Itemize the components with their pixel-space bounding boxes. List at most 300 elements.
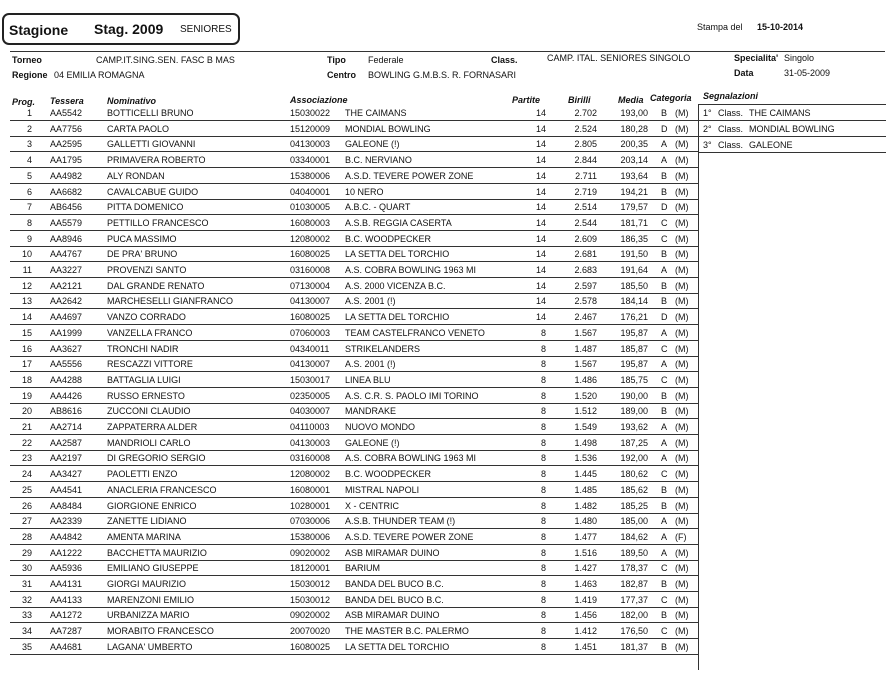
row-birilli: 1.549 <box>574 422 597 432</box>
row-media: 189,50 <box>620 547 648 558</box>
row-media: 200,35 <box>620 139 648 150</box>
row-codice-associazione: 15380006 <box>290 170 331 181</box>
row-codice-associazione: 09020002 <box>290 547 331 558</box>
centro-value: BOWLING G.M.B.S. R. FORNASARI <box>368 70 517 80</box>
specialita-value: Singolo <box>784 53 815 63</box>
row-prog: 31 <box>21 579 32 589</box>
stagione-label: Stagione <box>9 22 69 38</box>
row-associazione: TEAM CASTELFRANCO VENETO <box>345 327 485 338</box>
row-categoria: A <box>661 155 668 166</box>
row-birilli: 1.567 <box>574 359 597 370</box>
row-codice-associazione: 04340011 <box>290 343 330 354</box>
stagione-value: Stag. 2009 <box>94 21 164 37</box>
row-divider <box>10 293 698 294</box>
row-sesso: (M) <box>675 202 689 213</box>
row-divider <box>10 575 698 576</box>
row-media: 182,87 <box>620 579 648 589</box>
row-categoria: D <box>661 312 668 323</box>
segnalazione-3-pos: 3° <box>703 140 712 150</box>
row-media: 190,00 <box>620 390 648 401</box>
row-categoria: B <box>661 641 668 652</box>
row-birilli: 1.487 <box>574 343 597 354</box>
row-divider <box>10 340 698 341</box>
row-media: 189,00 <box>620 406 648 417</box>
row-tessera: AA4541 <box>50 484 83 495</box>
print-label: Stampa del <box>697 22 743 32</box>
row-birilli: 1.512 <box>574 406 597 417</box>
row-media: 195,87 <box>620 359 648 370</box>
row-tessera: AA2197 <box>50 453 83 464</box>
row-tessera: AA5542 <box>50 108 83 118</box>
row-categoria: D <box>661 123 668 134</box>
row-prog: 34 <box>21 626 32 637</box>
row-nominativo: ZAPPATERRA ALDER <box>107 422 198 432</box>
row-media: 185,25 <box>620 500 648 511</box>
row-associazione: BANDA DEL BUCO B.C. <box>345 579 444 589</box>
segnalazione-3-label: Class. <box>718 140 744 150</box>
row-sesso: (M) <box>675 296 689 307</box>
row-sesso: (M) <box>675 500 689 511</box>
row-sesso: (M) <box>675 594 689 605</box>
row-divider <box>10 497 698 498</box>
row-media: 185,00 <box>620 516 648 527</box>
row-codice-associazione: 16080025 <box>290 641 331 652</box>
row-nominativo: RUSSO ERNESTO <box>107 390 185 401</box>
row-categoria: C <box>661 469 668 480</box>
row-sesso: (M) <box>675 139 689 150</box>
row-birilli: 2.544 <box>574 217 597 228</box>
row-media: 180,62 <box>620 469 648 480</box>
row-prog: 32 <box>21 594 32 605</box>
row-associazione: LA SETTA DEL TORCHIO <box>345 249 450 260</box>
row-nominativo: DE PRA' BRUNO <box>107 249 178 260</box>
row-partite: 8 <box>540 531 546 542</box>
row-associazione: A.S.B. REGGIA CASERTA <box>345 217 452 228</box>
row-nominativo: BACCHETTA MAURIZIO <box>107 547 207 558</box>
row-codice-associazione: 04110003 <box>290 422 330 432</box>
row-prog: 13 <box>21 296 32 307</box>
row-nominativo: LAGANA' UMBERTO <box>107 641 193 652</box>
row-categoria: B <box>661 296 668 307</box>
segnalazioni-rule-1 <box>698 120 886 121</box>
row-divider <box>10 120 698 121</box>
row-birilli: 1.482 <box>574 500 597 511</box>
row-birilli: 1.567 <box>574 327 597 338</box>
row-divider <box>10 246 698 247</box>
row-divider <box>10 434 698 435</box>
row-sesso: (M) <box>675 312 689 323</box>
row-associazione: A.S. 2000 VICENZA B.C. <box>345 280 446 291</box>
row-birilli: 1.516 <box>574 547 597 558</box>
row-birilli: 2.524 <box>574 123 597 134</box>
row-tessera: AA1795 <box>50 155 83 166</box>
col-partite: Partite <box>512 95 541 105</box>
row-codice-associazione: 20070020 <box>290 626 331 637</box>
row-prog: 10 <box>21 249 32 260</box>
row-associazione: BANDA DEL BUCO B.C. <box>345 594 444 605</box>
col-media: Media <box>618 95 644 105</box>
row-tessera: AA8484 <box>50 500 83 511</box>
row-tessera: AA4697 <box>50 312 83 323</box>
segnalazione-1-team: THE CAIMANS <box>749 108 811 118</box>
row-divider <box>10 308 698 309</box>
row-media: 185,50 <box>620 280 648 291</box>
row-sesso: (M) <box>675 453 689 464</box>
row-tessera: AA4767 <box>50 249 83 260</box>
row-categoria: D <box>661 202 668 213</box>
row-sesso: (M) <box>675 484 689 495</box>
row-sesso: (M) <box>675 563 689 574</box>
row-media: 180,28 <box>620 123 648 134</box>
row-tessera: AA2642 <box>50 296 83 307</box>
row-tessera: AA7287 <box>50 626 83 637</box>
row-nominativo: BOTTICELLI BRUNO <box>107 108 194 118</box>
row-codice-associazione: 15380006 <box>290 531 331 542</box>
row-codice-associazione: 02350005 <box>290 390 331 401</box>
row-sesso: (M) <box>675 437 689 448</box>
row-nominativo: ANACLERIA FRANCESCO <box>107 484 217 495</box>
row-tessera: AA8946 <box>50 233 83 244</box>
row-partite: 8 <box>540 327 546 338</box>
row-prog: 16 <box>21 343 32 354</box>
row-tessera: AA4842 <box>50 531 83 542</box>
row-prog: 24 <box>21 469 32 480</box>
row-partite: 8 <box>540 469 546 480</box>
row-media: 181,37 <box>620 641 648 652</box>
tipo-label: Tipo <box>327 55 346 65</box>
row-birilli: 1.477 <box>574 531 597 542</box>
row-media: 191,50 <box>620 249 648 260</box>
row-associazione: MISTRAL NAPOLI <box>345 484 420 495</box>
row-categoria: A <box>661 139 668 150</box>
row-nominativo: DAL GRANDE RENATO <box>107 280 205 291</box>
row-tessera: AA2714 <box>50 422 83 432</box>
row-associazione: A.B.C. - QUART <box>345 202 411 213</box>
row-sesso: (M) <box>675 233 689 244</box>
row-prog: 20 <box>21 406 32 417</box>
row-birilli: 1.456 <box>574 610 597 621</box>
row-prog: 4 <box>26 155 32 166</box>
row-nominativo: BATTAGLIA LUIGI <box>107 374 181 385</box>
row-prog: 21 <box>21 422 32 432</box>
row-partite: 8 <box>540 453 546 464</box>
row-sesso: (M) <box>675 249 689 260</box>
row-associazione: NUOVO MONDO <box>345 422 416 432</box>
row-birilli: 2.702 <box>574 108 597 118</box>
row-divider <box>10 528 698 529</box>
row-associazione: LINEA BLU <box>345 374 391 385</box>
row-media: 193,64 <box>620 170 648 181</box>
row-birilli: 1.485 <box>574 484 597 495</box>
row-codice-associazione: 04130007 <box>290 359 331 370</box>
row-prog: 18 <box>21 374 32 385</box>
row-categoria: B <box>661 170 668 181</box>
row-media: 186,35 <box>620 233 648 244</box>
row-sesso: (M) <box>675 108 689 118</box>
row-divider <box>10 230 698 231</box>
row-sesso: (M) <box>675 641 689 652</box>
row-sesso: (M) <box>675 155 689 166</box>
row-partite: 8 <box>540 359 546 370</box>
row-media: 194,21 <box>620 186 648 197</box>
row-birilli: 2.578 <box>574 296 597 307</box>
row-partite: 8 <box>540 579 546 589</box>
row-tessera: AA5579 <box>50 217 83 228</box>
row-associazione: 10 NERO <box>345 186 384 197</box>
row-nominativo: DI GREGORIO SERGIO <box>107 453 206 464</box>
row-prog: 27 <box>21 516 32 527</box>
segnalazione-3-team: GALEONE <box>749 140 793 150</box>
row-associazione: THE CAIMANS <box>345 108 407 118</box>
row-prog: 3 <box>26 139 32 150</box>
row-sesso: (M) <box>675 374 689 385</box>
row-partite: 8 <box>540 343 546 354</box>
row-associazione: ASB MIRAMAR DUINO <box>345 547 440 558</box>
row-prog: 26 <box>21 500 32 511</box>
row-birilli: 1.480 <box>574 516 597 527</box>
row-birilli: 1.427 <box>574 563 597 574</box>
col-prog: Prog. <box>12 97 36 107</box>
row-divider <box>10 622 698 623</box>
row-birilli: 2.844 <box>574 155 597 166</box>
row-categoria: A <box>661 422 668 432</box>
row-nominativo: MARENZONI EMILIO <box>107 594 195 605</box>
row-associazione: A.S. C.R. S. PAOLO IMI TORINO <box>345 390 479 401</box>
row-sesso: (M) <box>675 327 689 338</box>
row-associazione: THE MASTER B.C. PALERMO <box>345 626 469 637</box>
row-sesso: (M) <box>675 469 689 480</box>
row-media: 176,21 <box>620 312 648 323</box>
row-categoria: B <box>661 610 668 621</box>
row-media: 185,62 <box>620 484 648 495</box>
row-codice-associazione: 04130003 <box>290 139 331 150</box>
segnalazioni-left-rule <box>698 104 699 670</box>
row-birilli: 1.451 <box>574 641 597 652</box>
row-codice-associazione: 16080025 <box>290 249 331 260</box>
row-codice-associazione: 09020002 <box>290 610 331 621</box>
class-label: Class. <box>491 55 518 65</box>
row-sesso: (F) <box>675 531 687 542</box>
row-media: 193,00 <box>620 108 648 118</box>
category-label: SENIORES <box>180 24 232 35</box>
row-partite: 8 <box>540 406 546 417</box>
col-nominativo: Nominativo <box>107 96 157 106</box>
row-sesso: (M) <box>675 280 689 291</box>
row-sesso: (M) <box>675 422 689 432</box>
row-partite: 14 <box>535 139 546 150</box>
row-codice-associazione: 10280001 <box>290 500 331 511</box>
segnalazioni-rule-2 <box>698 136 886 137</box>
row-media: 187,25 <box>620 437 648 448</box>
row-associazione: MONDIAL BOWLING <box>345 123 431 134</box>
row-associazione: A.S.D. TEVERE POWER ZONE <box>345 531 474 542</box>
segnalazione-2-label: Class. <box>718 124 744 134</box>
row-sesso: (M) <box>675 406 689 417</box>
specialita-label: Specialita' <box>734 53 779 63</box>
row-partite: 8 <box>540 484 546 495</box>
row-media: 179,57 <box>620 202 648 213</box>
row-categoria: B <box>661 500 668 511</box>
row-codice-associazione: 15120009 <box>290 123 331 134</box>
row-tessera: AA4131 <box>50 579 83 589</box>
row-categoria: C <box>661 233 668 244</box>
row-categoria: C <box>661 217 668 228</box>
row-associazione: GALEONE (!) <box>345 437 400 448</box>
row-codice-associazione: 15030012 <box>290 579 331 589</box>
row-nominativo: VANZELLA FRANCO <box>107 327 193 338</box>
row-categoria: A <box>661 453 668 464</box>
row-birilli: 1.536 <box>574 453 597 464</box>
row-codice-associazione: 07030006 <box>290 516 331 527</box>
row-birilli: 1.412 <box>574 626 597 637</box>
row-categoria: C <box>661 374 668 385</box>
row-partite: 14 <box>535 265 546 275</box>
row-nominativo: MARCHESELLI GIANFRANCO <box>107 296 234 307</box>
row-associazione: A.S.B. THUNDER TEAM (!) <box>345 516 456 527</box>
col-birilli: Birilli <box>568 95 591 105</box>
row-codice-associazione: 03160008 <box>290 265 331 275</box>
row-associazione: STRIKELANDERS <box>345 343 421 354</box>
row-media: 178,37 <box>620 563 648 574</box>
row-categoria: A <box>661 359 668 370</box>
row-associazione: B.C. WOODPECKER <box>345 233 432 244</box>
col-categoria: Categoria <box>650 93 692 103</box>
row-divider <box>10 465 698 466</box>
row-prog: 25 <box>21 484 32 495</box>
row-tessera: AA4681 <box>50 641 83 652</box>
row-tessera: AA2595 <box>50 139 83 150</box>
row-codice-associazione: 16080025 <box>290 312 331 323</box>
row-divider <box>10 607 698 608</box>
row-categoria: A <box>661 547 668 558</box>
segnalazione-2-team: MONDIAL BOWLING <box>749 124 835 134</box>
row-tessera: AA6682 <box>50 186 83 197</box>
row-divider <box>10 136 698 137</box>
row-codice-associazione: 16080001 <box>290 484 331 495</box>
row-prog: 29 <box>21 547 32 558</box>
row-associazione: A.S. COBRA BOWLING 1963 MI <box>345 453 477 464</box>
row-tessera: AA7756 <box>50 123 83 134</box>
row-codice-associazione: 12080002 <box>290 233 331 244</box>
row-codice-associazione: 04130007 <box>290 296 331 307</box>
row-divider <box>10 481 698 482</box>
row-tessera: AA2121 <box>50 280 83 291</box>
col-segnalazioni: Segnalazioni <box>703 91 759 101</box>
row-media: 181,71 <box>620 217 648 228</box>
row-partite: 14 <box>535 123 546 134</box>
row-tessera: AA4288 <box>50 374 83 385</box>
row-nominativo: GIORGI MAURIZIO <box>107 579 187 589</box>
row-partite: 8 <box>540 594 546 605</box>
row-birilli: 2.467 <box>574 312 597 323</box>
row-sesso: (M) <box>675 610 689 621</box>
data-value: 31-05-2009 <box>784 68 831 78</box>
row-categoria: B <box>661 280 668 291</box>
row-sesso: (M) <box>675 170 689 181</box>
row-associazione: A.S. 2001 (!) <box>345 296 396 307</box>
row-media: 185,87 <box>620 343 648 354</box>
row-media: 191,64 <box>620 265 648 275</box>
row-divider <box>10 277 698 278</box>
row-codice-associazione: 03340001 <box>290 155 331 166</box>
row-sesso: (M) <box>675 579 689 589</box>
row-prog: 22 <box>21 437 32 448</box>
row-birilli: 1.463 <box>574 579 597 589</box>
row-partite: 8 <box>540 610 546 621</box>
row-partite: 14 <box>535 202 546 213</box>
row-birilli: 1.419 <box>574 594 597 605</box>
row-divider <box>10 450 698 451</box>
row-nominativo: AMENTA MARINA <box>107 531 181 542</box>
row-sesso: (M) <box>675 265 689 275</box>
row-categoria: C <box>661 626 668 637</box>
row-media: 177,37 <box>620 594 648 605</box>
row-associazione: LA SETTA DEL TORCHIO <box>345 641 450 652</box>
row-nominativo: ZUCCONI CLAUDIO <box>107 406 191 417</box>
row-tessera: AA1272 <box>50 610 83 621</box>
row-tessera: AA5936 <box>50 563 83 574</box>
row-sesso: (M) <box>675 390 689 401</box>
row-partite: 14 <box>535 249 546 260</box>
row-partite: 8 <box>540 563 546 574</box>
row-prog: 15 <box>21 327 32 338</box>
row-codice-associazione: 15030022 <box>290 108 331 118</box>
row-divider <box>10 261 698 262</box>
row-nominativo: CARTA PAOLO <box>107 123 170 134</box>
row-partite: 14 <box>535 280 546 291</box>
row-divider <box>10 387 698 388</box>
row-media: 192,00 <box>620 453 648 464</box>
row-nominativo: GALLETTI GIOVANNI <box>107 139 196 150</box>
row-tessera: AB6456 <box>50 202 83 213</box>
row-nominativo: PITTA DOMENICO <box>107 202 184 213</box>
row-divider <box>10 183 698 184</box>
row-associazione: MANDRAKE <box>345 406 397 417</box>
row-nominativo: VANZO CORRADO <box>107 312 186 323</box>
row-nominativo: PROVENZI SANTO <box>107 265 187 275</box>
row-nominativo: ALY RONDAN <box>107 170 165 181</box>
row-nominativo: EMILIANO GIUSEPPE <box>107 563 199 574</box>
row-prog: 23 <box>21 453 32 464</box>
row-birilli: 2.609 <box>574 233 597 244</box>
row-tessera: AA5556 <box>50 359 83 370</box>
row-tessera: AA2587 <box>50 437 83 448</box>
print-date: 15-10-2014 <box>757 22 804 32</box>
row-divider <box>10 151 698 152</box>
row-partite: 14 <box>535 170 546 181</box>
row-tessera: AA3427 <box>50 469 83 480</box>
centro-label: Centro <box>327 70 356 80</box>
row-divider <box>10 513 698 514</box>
row-codice-associazione: 04040001 <box>290 186 331 197</box>
row-tessera: AA3627 <box>50 343 83 354</box>
row-sesso: (M) <box>675 217 689 228</box>
row-nominativo: URBANIZZA MARIO <box>107 610 190 621</box>
row-partite: 14 <box>535 108 546 118</box>
row-categoria: B <box>661 186 668 197</box>
row-nominativo: PAOLETTI ENZO <box>107 469 178 480</box>
segnalazione-1-pos: 1° <box>703 108 712 118</box>
segnalazioni-rule-3 <box>698 152 886 153</box>
row-partite: 8 <box>540 500 546 511</box>
row-media: 176,50 <box>620 626 648 637</box>
row-codice-associazione: 03160008 <box>290 453 331 464</box>
row-divider <box>10 418 698 419</box>
row-sesso: (M) <box>675 343 689 354</box>
row-tessera: AA1222 <box>50 547 83 558</box>
row-prog: 2 <box>26 123 32 134</box>
row-divider <box>10 199 698 200</box>
